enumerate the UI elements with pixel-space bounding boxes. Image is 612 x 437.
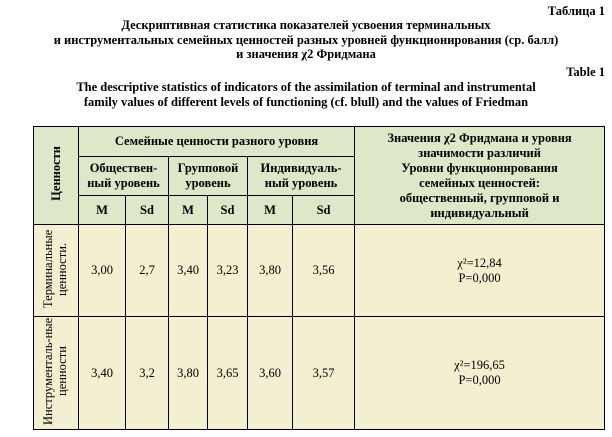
p-value: P=0,000 — [458, 270, 501, 285]
data-cell: 3,56 — [293, 225, 355, 317]
friedman-header-line-6: индивидуальный — [430, 205, 529, 220]
statistics-table — [33, 126, 605, 430]
data-cell: 3,23 — [208, 225, 248, 317]
table-title-ru-line-1: Дескриптивная статистика показателей усвоения терминальных — [121, 18, 491, 32]
col-sd: Sd — [126, 196, 169, 225]
level-header-group — [169, 157, 248, 196]
data-cell: 3,60 — [248, 317, 293, 430]
data-cell: 3,80 — [248, 225, 293, 317]
friedman-header-line-3: Уровни функционирования — [401, 160, 558, 175]
chi-square-value: χ²=196,65 — [454, 358, 505, 372]
col-sd: Sd — [208, 196, 248, 225]
row-label-cell — [34, 225, 79, 317]
data-cell: 3,40 — [79, 317, 126, 430]
values-header-cell — [34, 127, 79, 225]
col-sd: Sd — [293, 196, 355, 225]
data-cell: 3,2 — [126, 317, 169, 430]
friedman-result — [355, 317, 605, 430]
friedman-header-line-5: общественный, групповой и — [399, 190, 560, 205]
row-label-cell — [34, 317, 79, 430]
friedman-header — [355, 127, 605, 225]
data-cell: 3,40 — [169, 225, 208, 317]
group-header: Семейные ценности разного уровня — [79, 127, 355, 157]
data-cell: 3,57 — [293, 317, 355, 430]
row-label: Терминальные ценности. — [41, 229, 69, 308]
level-social-line-1: Обществен- — [89, 161, 158, 175]
level-group-line-1: Групповой — [177, 161, 239, 175]
col-m: M — [248, 196, 293, 225]
friedman-header-line-4: семейных ценностей: — [419, 175, 540, 190]
level-header-social — [79, 157, 169, 196]
p-value: P=0,000 — [458, 373, 501, 387]
data-cell: 3,00 — [79, 225, 126, 317]
values-header: Ценности — [49, 146, 63, 201]
data-cell: 3,65 — [208, 317, 248, 430]
level-individual-line-2: ный уровень — [264, 176, 338, 190]
table-number-ru: Таблица 1 — [547, 4, 605, 18]
col-m: M — [79, 196, 126, 225]
table-title-ru-line-2: и инструментальных семейных ценностей разных уровней функционирования (ср. балл) — [53, 33, 559, 47]
friedman-result — [355, 225, 605, 317]
friedman-header-line-2: значимости различий — [418, 145, 541, 160]
row-label: Инструменталь-ные ценности — [41, 317, 69, 425]
friedman-header-line-1: Значения χ2 Фридмана и уровня — [387, 130, 572, 145]
level-header-individual — [248, 157, 355, 196]
data-cell: 2,7 — [126, 225, 169, 317]
data-cell: 3,80 — [169, 317, 208, 430]
table-row — [34, 225, 605, 317]
level-group-line-2: уровень — [185, 176, 231, 190]
table-row — [34, 317, 605, 430]
table-number-en: Table 1 — [566, 65, 605, 79]
table-title-en-line-1: The descriptive statistics of indicators of the assimilation of terminal and instrumental — [76, 80, 536, 94]
chi-square-value: χ²=12,84 — [457, 255, 502, 270]
level-social-line-2: ный уровень — [87, 176, 160, 190]
table-title-ru-line-3: и значения χ2 Фридмана — [236, 47, 376, 61]
level-individual-line-1: Индивидуаль- — [260, 161, 342, 175]
col-m: M — [169, 196, 208, 225]
table-title-en-line-2: family values of different levels of functioning (cf. blull) and the values of Friedman — [83, 95, 529, 109]
